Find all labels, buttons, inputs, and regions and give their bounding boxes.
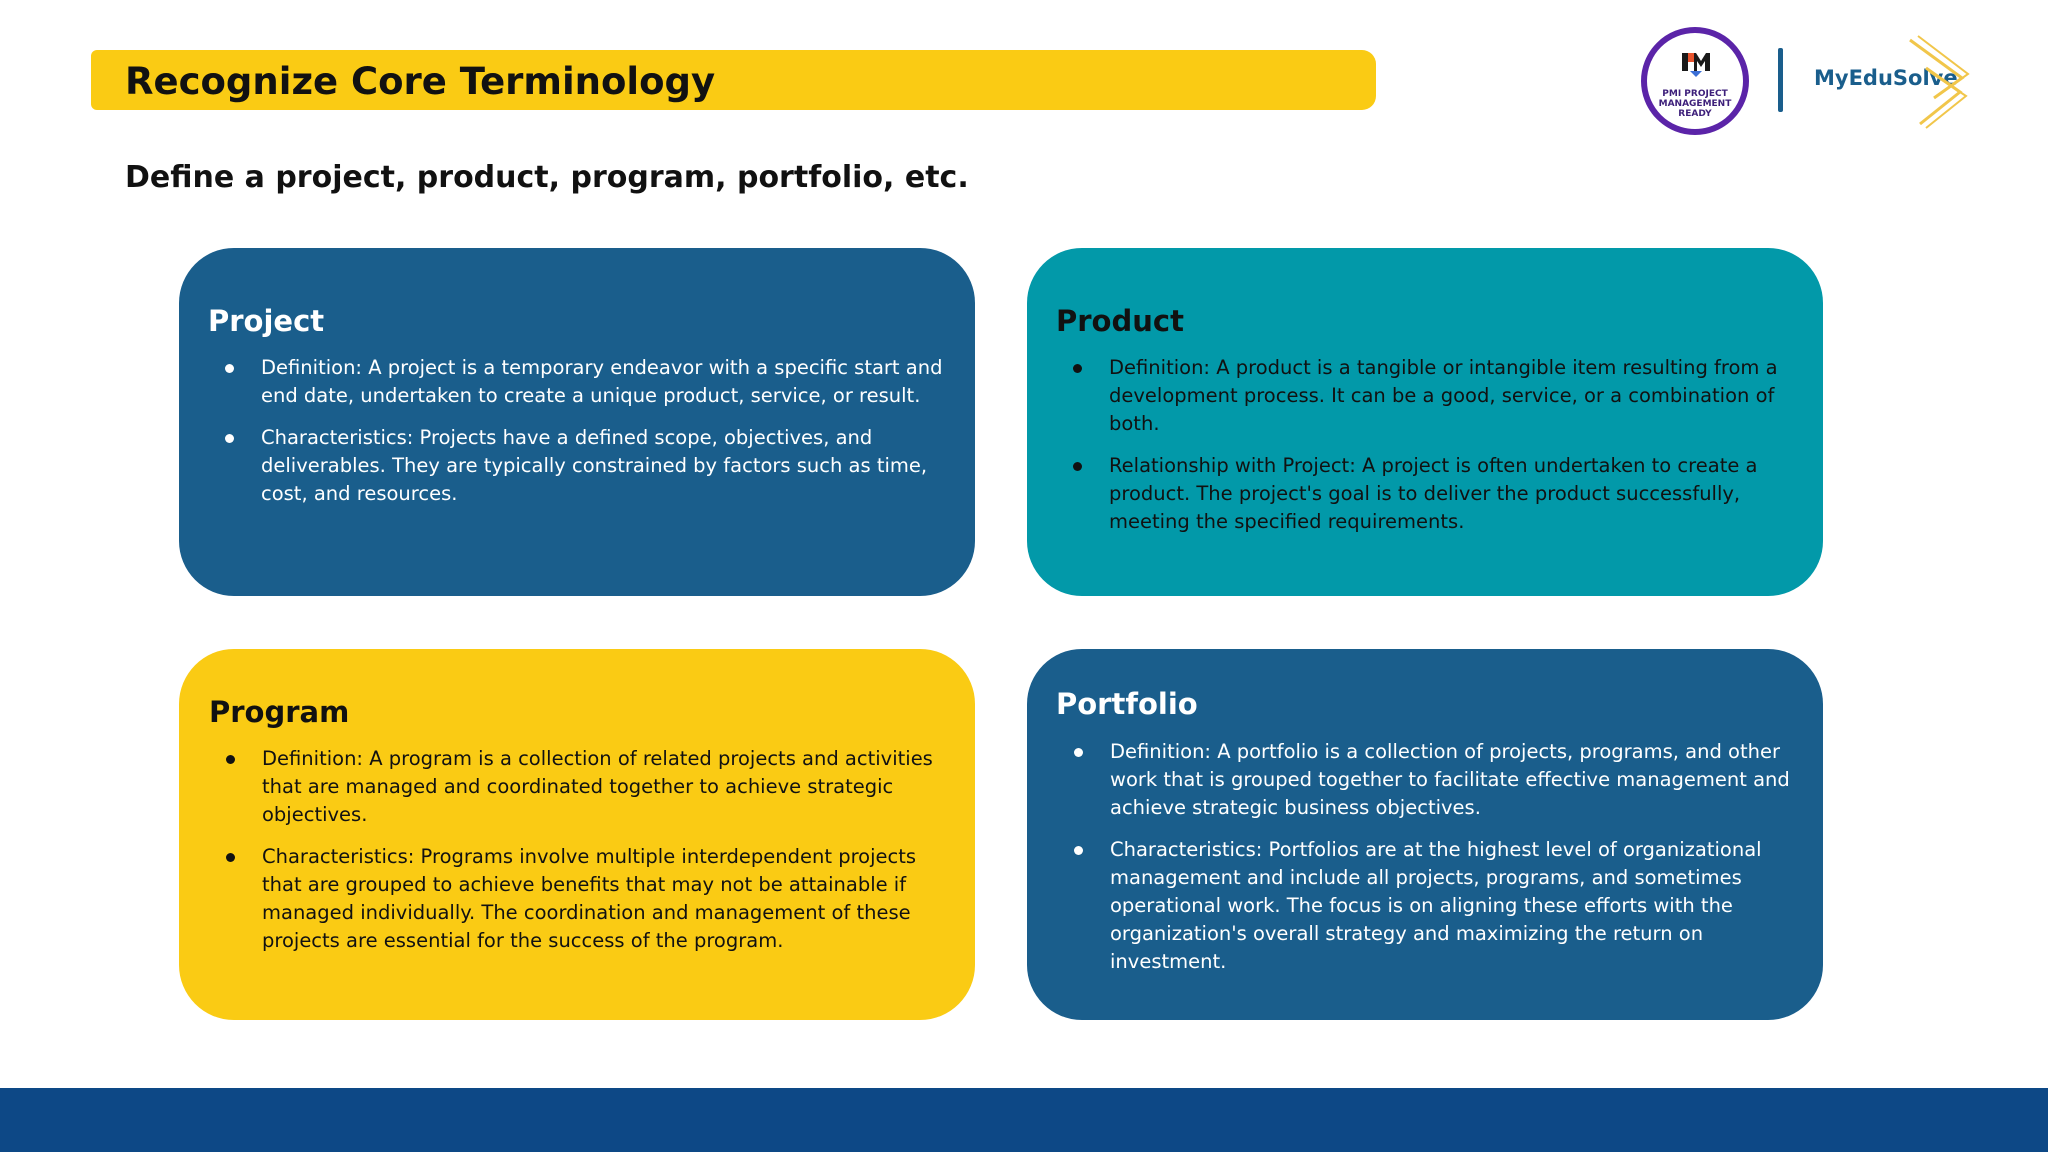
- list-item: Characteristics: Portfolios are at the highest level of organizational management and include all projects, programs, and sometimes operational work. The focus is on aligning these efforts with the organization's overall strategy and maximizing the return on investment.: [1110, 836, 1802, 976]
- card-project: [179, 248, 975, 596]
- pmi-badge-logo: [1641, 27, 1749, 135]
- brand-name: MyEduSolve: [1814, 66, 1958, 90]
- card-bullet-list: [1110, 738, 1802, 990]
- logo-divider: [1778, 48, 1783, 112]
- bullet-icon: [225, 364, 234, 373]
- footer-band: [0, 1088, 2048, 1152]
- list-item: Characteristics: Programs involve multiple interdependent projects that are grouped to achieve benefits that may not be attainable if managed individually. The coordination and management of these projects are essential for the success of the program.: [262, 843, 952, 955]
- list-item: Definition: A portfolio is a collection of projects, programs, and other work that is grouped together to facilitate effective management and achieve strategic business objectives.: [1110, 738, 1802, 822]
- bullet-icon: [1074, 748, 1083, 757]
- list-item: Definition: A product is a tangible or intangible item resulting from a development process. It can be a good, service, or a combination of both.: [1109, 354, 1799, 438]
- card-bullet-list: [262, 745, 952, 969]
- bullet-icon: [1073, 462, 1082, 471]
- card-bullet-list: [261, 354, 945, 522]
- list-item: Definition: A program is a collection of related projects and activities that are managed and coordinated together to achieve strategic objectives.: [262, 745, 952, 829]
- card-heading: Program: [209, 695, 350, 729]
- bullet-icon: [225, 434, 234, 443]
- chevron-logo-icon: [1900, 34, 1970, 130]
- list-item: Relationship with Project: A project is often undertaken to create a product. The project's goal is to deliver the product successfully, meeting the specified requirements.: [1109, 452, 1799, 536]
- card-bullet-list: [1109, 354, 1799, 550]
- card-portfolio: [1027, 649, 1823, 1020]
- card-heading: Project: [208, 304, 325, 338]
- bullet-icon: [226, 853, 235, 862]
- bullet-icon: [226, 755, 235, 764]
- page-subtitle: Define a project, product, program, portfolio, etc.: [125, 160, 969, 195]
- card-program: [179, 649, 975, 1020]
- card-heading: Portfolio: [1056, 687, 1198, 721]
- pmi-mark-icon: [1682, 51, 1712, 79]
- list-item: Characteristics: Projects have a defined scope, objectives, and deliverables. They are typically constrained by factors such as time, cost, and resources.: [261, 424, 945, 508]
- card-product: [1027, 248, 1823, 596]
- page-title: Recognize Core Terminology: [125, 60, 716, 103]
- pmi-badge-text: PMI PROJECT MANAGEMENT READY: [1658, 89, 1732, 119]
- list-item: Definition: A project is a temporary endeavor with a specific start and end date, undertaken to create a unique product, service, or result.: [261, 354, 945, 410]
- bullet-icon: [1074, 846, 1083, 855]
- bullet-icon: [1073, 364, 1082, 373]
- card-heading: Product: [1056, 304, 1184, 338]
